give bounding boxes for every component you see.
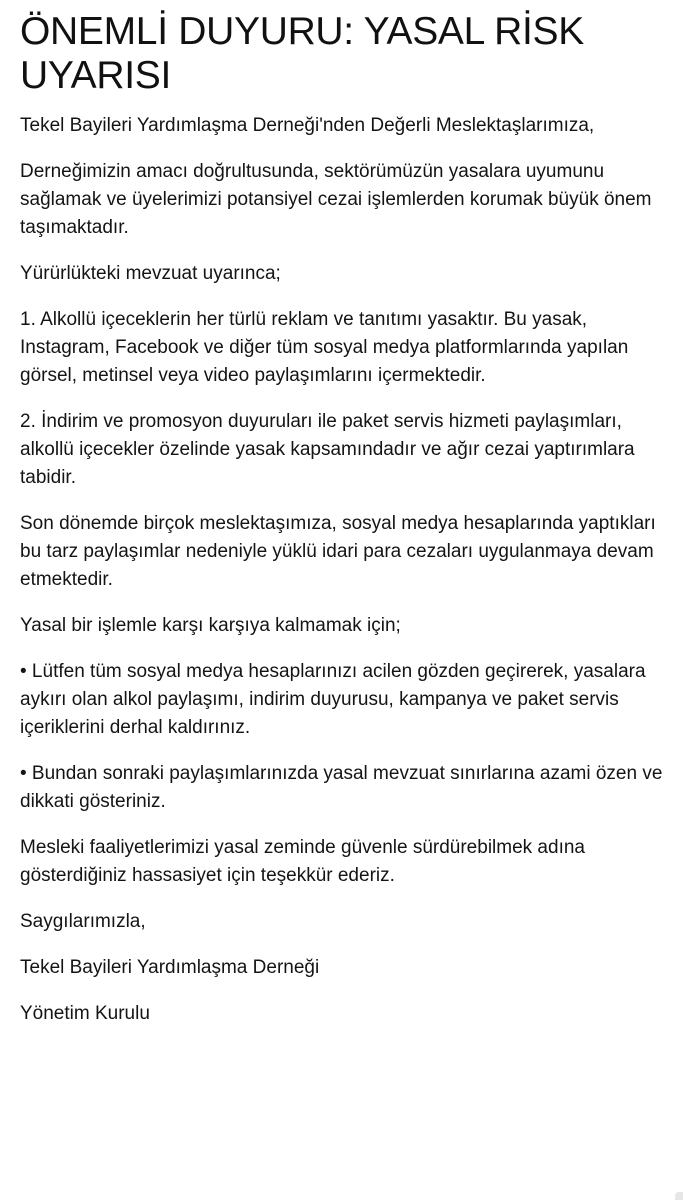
intro-paragraph: Derneğimizin amacı doğrultusunda, sektörümüzün yasalara uyumunu sağlamak ve üyelerimizi potansiyel cezai işlemlerden korumak büyük önem taşımaktadır. [20, 161, 652, 238]
announcement-document [20, 10, 670, 1046]
list-item: 2. İndirim ve promosyon duyuruları ile paket servis hizmeti paylaşımları, alkollü içecekler özelinde yasak kapsamındadır ve ağır cezai yaptırımlara tabidir. [20, 411, 635, 488]
recent-cases-paragraph: Son dönemde birçok meslektaşımıza, sosyal medya hesaplarında yaptıkları bu tarz paylaşımlar nedeniyle yüklü idari para cezaları uygulanmaya devam etmektedir. [20, 513, 656, 590]
bullet-item: • Lütfen tüm sosyal medya hesaplarınızı acilen gözden geçirerek, yasalara aykırı olan alkol paylaşımı, indirim duyurusu, kampanya ve paket servis içeriklerini derhal kaldırınız. [20, 661, 646, 738]
bullet-item: • Bundan sonraki paylaşımlarınızda yasal mevzuat sınırlarına azami özen ve dikkati gösteriniz. [20, 763, 663, 812]
regards-line: Saygılarımızla, [20, 911, 146, 932]
closing-paragraph: Mesleki faaliyetlerimizi yasal zeminde güvenle sürdürebilmek adına gösterdiğiniz hassasiyet için teşekkür ederiz. [20, 837, 585, 886]
signature-board: Yönetim Kurulu [20, 1003, 150, 1024]
list-item: 1. Alkollü içeceklerin her türlü reklam ve tanıtımı yasaktır. Bu yasak, Instagram, Facebook ve diğer tüm sosyal medya platformlarında yapılan görsel, metinsel veya video paylaşımlarını içermektedir. [20, 309, 629, 386]
legislation-lead: Yürürlükteki mevzuat uyarınca; [20, 263, 281, 284]
signature-organization: Tekel Bayileri Yardımlaşma Derneği [20, 957, 320, 978]
greeting-paragraph: Tekel Bayileri Yardımlaşma Derneği'nden Değerli Meslektaşlarımıza, [20, 115, 595, 136]
avoid-lead: Yasal bir işlemle karşı karşıya kalmamak için; [20, 615, 401, 636]
page-title: ÖNEMLİ DUYURU: YASAL RİSK UYARISI [20, 10, 584, 97]
corner-decoration [675, 1192, 683, 1200]
